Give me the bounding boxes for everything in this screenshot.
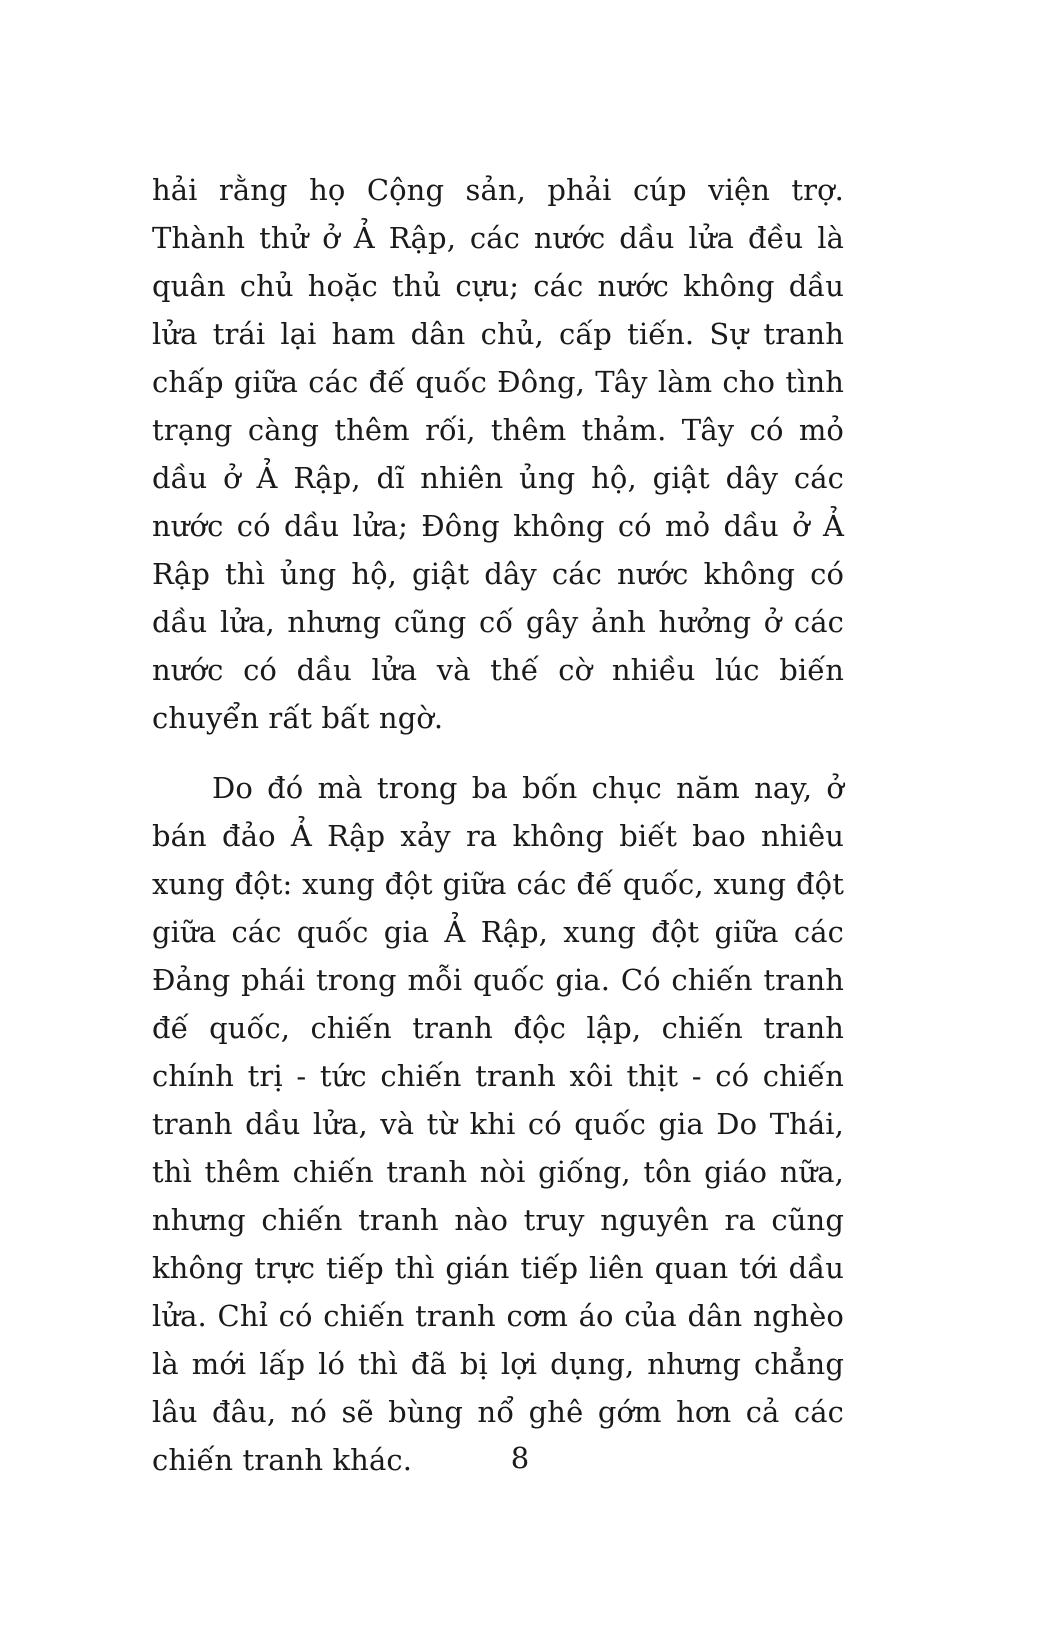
paragraph-continuation: hải rằng họ Cộng sản, phải cúp viện trợ. Thành thử ở Ả Rập, các nước dầu lửa đều là quân chủ hoặc thủ cựu; các nước không dầu lửa trái lại ham dân chủ, cấp tiến. Sự tranh chấp giữa các đế quốc Đông, Tây làm cho tình trạng càng thêm rối, thêm thảm. Tây có mỏ dầu ở Ả Rập, dĩ nhiên ủng hộ, giật dây các nước có dầu lửa; Đông không có mỏ dầu ở Ả Rập thì ủng hộ, giật dây các nước không có dầu lửa, nhưng cũng cố gây ảnh hưởng ở các nước có dầu lửa và thế cờ nhiều lúc biến chuyển rất bất ngờ. (152, 173, 844, 735)
page-body (152, 166, 844, 1484)
page-number: 8 (510, 1441, 530, 1475)
paragraph-conflicts: Do đó mà trong ba bốn chục năm nay, ở bán đảo Ả Rập xảy ra không biết bao nhiêu xung đột: xung đột giữa các đế quốc, xung đột giữa các quốc gia Ả Rập, xung đột giữa các Đảng phái trong mỗi quốc gia. Có chiến tranh đế quốc, chiến tranh độc lập, chiến tranh chính trị - tức chiến tranh xôi thịt - có chiến tranh dầu lửa, và từ khi có quốc gia Do Thái, thì thêm chiến tranh nòi giống, tôn giáo nữa, nhưng chiến tranh nào truy nguyên ra cũng không trực tiếp thì gián tiếp liên quan tới dầu lửa. Chỉ có chiến tranh cơm áo của dân nghèo là mới lấp ló thì đã bị lợi dụng, nhưng chẳng lâu đâu, nó sẽ bùng nổ ghê gớm hơn cả các chiến tranh khác. (152, 771, 844, 1477)
